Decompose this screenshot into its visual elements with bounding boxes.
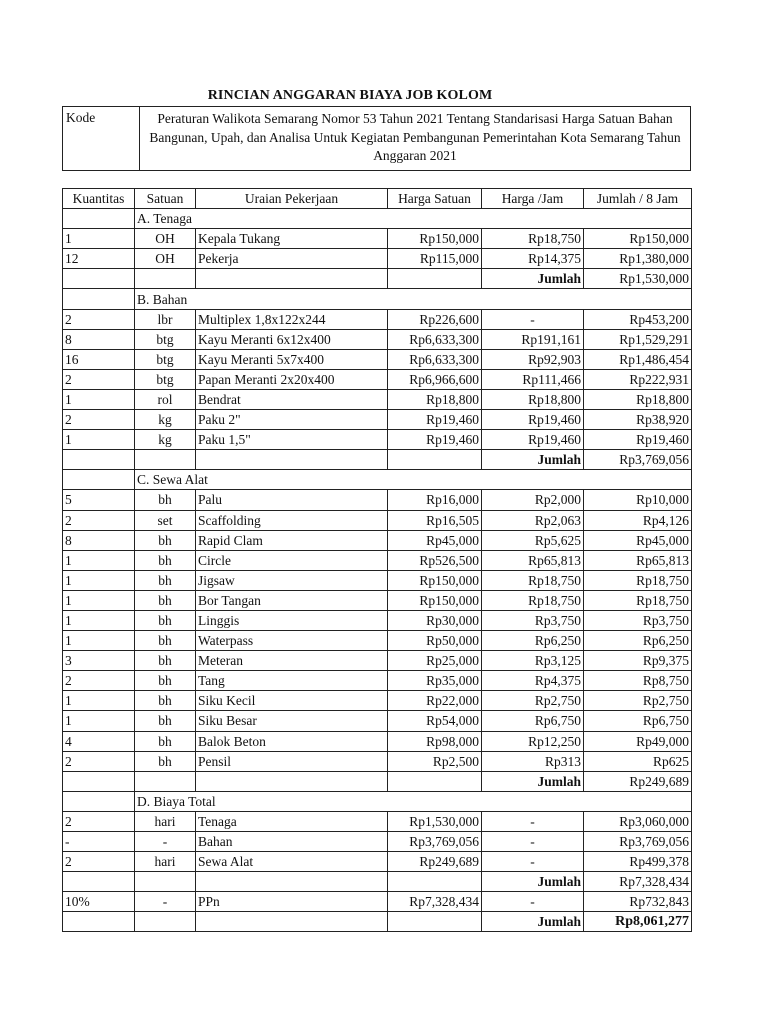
cell-price: Rp150,000 [388,590,482,610]
table-row [63,530,692,550]
section-title: D. Biaya Total [135,791,692,811]
cell-qty: 8 [63,530,135,550]
cell-total: Rp222,931 [584,369,692,389]
cell-hourly: Rp65,813 [482,550,584,570]
cell-empty [135,450,196,470]
cell-total: Rp732,843 [584,892,692,912]
cell-empty [63,209,135,229]
cell-hourly: Rp12,250 [482,731,584,751]
sum-value: Rp249,689 [584,771,692,791]
sum-label: Jumlah [482,269,584,289]
table-row [63,892,692,912]
cell-total: Rp18,800 [584,389,692,409]
cell-unit: bh [135,490,196,510]
cell-hourly: - [482,811,584,831]
cell-hourly: Rp92,903 [482,349,584,369]
cell-price: Rp1,530,000 [388,811,482,831]
table-row [63,510,692,530]
cell-price: Rp226,600 [388,309,482,329]
cell-empty [196,269,388,289]
cell-hourly: Rp19,460 [482,430,584,450]
kode-label: Kode [63,107,140,171]
cell-item: Paku 1,5" [196,430,388,450]
cell-hourly: Rp4,375 [482,671,584,691]
cell-price: Rp19,460 [388,430,482,450]
cell-qty: - [63,832,135,852]
cell-item: Kepala Tukang [196,229,388,249]
sum-value: Rp3,769,056 [584,450,692,470]
cell-unit: bh [135,731,196,751]
cell-total: Rp9,375 [584,651,692,671]
cell-price: Rp7,328,434 [388,892,482,912]
cell-hourly: Rp191,161 [482,329,584,349]
sum-label: Jumlah [482,872,584,892]
table-row [63,852,692,872]
cell-price: Rp18,800 [388,389,482,409]
cell-unit: hari [135,811,196,831]
cell-qty: 1 [63,430,135,450]
cell-price: Rp25,000 [388,651,482,671]
cell-qty: 2 [63,410,135,430]
table-header-row [63,189,692,209]
table-row [63,711,692,731]
table-row [63,349,692,369]
table-row [63,671,692,691]
cell-empty [135,771,196,791]
cell-qty: 2 [63,671,135,691]
sum-label: Jumlah [482,912,584,932]
cell-item: Tang [196,671,388,691]
kode-description: Peraturan Walikota Semarang Nomor 53 Tahun 2021 Tentang Standarisasi Harga Satuan Bahan Bangunan, Upah, dan Analisa Untuk Kegiatan Pembangunan Pemerintahan Kota Semarang Tahun Anggaran 2021 [140,107,691,171]
cell-hourly: Rp18,750 [482,590,584,610]
cell-hourly: - [482,892,584,912]
table-row [63,590,692,610]
table-row [63,490,692,510]
cell-price: Rp50,000 [388,631,482,651]
cell-total: Rp625 [584,751,692,771]
cell-total: Rp19,460 [584,430,692,450]
table-row [63,811,692,831]
cell-total: Rp3,769,056 [584,832,692,852]
cell-unit: set [135,510,196,530]
cell-empty [63,912,135,932]
table-row [63,229,692,249]
budget-table-body [63,189,692,932]
cell-hourly: Rp313 [482,751,584,771]
cell-qty: 2 [63,369,135,389]
table-row [63,389,692,409]
cell-empty [63,470,135,490]
cell-qty: 1 [63,610,135,630]
table-row [63,731,692,751]
cell-unit: bh [135,691,196,711]
cell-empty [63,289,135,309]
cell-price: Rp150,000 [388,229,482,249]
cell-item: Pekerja [196,249,388,269]
cell-item: Kayu Meranti 5x7x400 [196,349,388,369]
cell-empty [196,771,388,791]
cell-price: Rp30,000 [388,610,482,630]
sum-label: Jumlah [482,450,584,470]
cell-hourly: Rp2,000 [482,490,584,510]
section-sum-row [63,269,692,289]
cell-item: Circle [196,550,388,570]
section-title: C. Sewa Alat [135,470,692,490]
header-harga-jam: Harga /Jam [482,189,584,209]
cell-hourly: Rp2,750 [482,691,584,711]
cell-unit: btg [135,349,196,369]
section-title: A. Tenaga [135,209,692,229]
cell-price: Rp6,966,600 [388,369,482,389]
cell-hourly: - [482,309,584,329]
cell-unit: bh [135,711,196,731]
cell-total: Rp65,813 [584,550,692,570]
cell-qty: 1 [63,631,135,651]
cell-empty [135,269,196,289]
table-row [63,369,692,389]
cell-price: Rp6,633,300 [388,329,482,349]
cell-qty: 1 [63,711,135,731]
cell-qty: 1 [63,590,135,610]
cell-price: Rp2,500 [388,751,482,771]
cell-total: Rp49,000 [584,731,692,751]
section-sum-row [63,450,692,470]
cell-qty: 1 [63,229,135,249]
header-jumlah: Jumlah / 8 Jam [584,189,692,209]
cell-empty [388,771,482,791]
cell-qty: 8 [63,329,135,349]
cell-total: Rp150,000 [584,229,692,249]
cell-total: Rp6,750 [584,711,692,731]
cell-item: Sewa Alat [196,852,388,872]
cell-total: Rp38,920 [584,410,692,430]
table-row [63,249,692,269]
kode-box [62,106,691,171]
cell-item: Paku 2" [196,410,388,430]
table-row [63,631,692,651]
cell-price: Rp35,000 [388,671,482,691]
cell-item: Siku Besar [196,711,388,731]
cell-price: Rp16,505 [388,510,482,530]
cell-qty: 2 [63,751,135,771]
cell-qty: 5 [63,490,135,510]
cell-unit: kg [135,430,196,450]
table-row [63,832,692,852]
cell-unit: lbr [135,309,196,329]
cell-empty [388,269,482,289]
cell-qty: 2 [63,811,135,831]
cell-hourly: Rp111,466 [482,369,584,389]
table-row [63,751,692,771]
cell-qty: 1 [63,550,135,570]
cell-hourly: Rp19,460 [482,410,584,430]
cell-total: Rp18,750 [584,570,692,590]
cell-total: Rp10,000 [584,490,692,510]
cell-hourly: Rp18,750 [482,229,584,249]
cell-item: Waterpass [196,631,388,651]
cell-empty [63,791,135,811]
cell-qty: 1 [63,570,135,590]
document-title: RINCIAN ANGGARAN BIAYA JOB KOLOM [207,88,493,103]
cell-total: Rp453,200 [584,309,692,329]
cell-item: Pensil [196,751,388,771]
grand-total-row [63,912,692,932]
cell-item: Scaffolding [196,510,388,530]
cell-price: Rp19,460 [388,410,482,430]
table-row [63,430,692,450]
cell-price: Rp22,000 [388,691,482,711]
cell-total: Rp2,750 [584,691,692,711]
section-row [63,791,692,811]
section-row [63,209,692,229]
cell-empty [196,912,388,932]
cell-unit: bh [135,590,196,610]
cell-total: Rp1,529,291 [584,329,692,349]
cell-unit: bh [135,550,196,570]
section-sum-row [63,771,692,791]
cell-hourly: Rp6,250 [482,631,584,651]
cell-item: Papan Meranti 2x20x400 [196,369,388,389]
cell-item: Linggis [196,610,388,630]
cell-empty [63,269,135,289]
cell-unit: btg [135,329,196,349]
cell-item: Tenaga [196,811,388,831]
cell-price: Rp115,000 [388,249,482,269]
cell-price: Rp16,000 [388,490,482,510]
cell-price: Rp45,000 [388,530,482,550]
cell-qty: 2 [63,852,135,872]
cell-hourly: Rp18,800 [482,389,584,409]
table-row [63,651,692,671]
budget-table [62,188,692,932]
cell-item: Rapid Clam [196,530,388,550]
cell-item: Meteran [196,651,388,671]
cell-unit: bh [135,631,196,651]
cell-empty [135,912,196,932]
cell-unit: bh [135,570,196,590]
cell-hourly: Rp3,750 [482,610,584,630]
cell-unit: bh [135,751,196,771]
cell-empty [388,450,482,470]
cell-unit: bh [135,651,196,671]
sum-label: Jumlah [482,771,584,791]
cell-total: Rp3,060,000 [584,811,692,831]
table-row [63,309,692,329]
cell-unit: OH [135,249,196,269]
cell-qty: 2 [63,510,135,530]
cell-total: Rp8,750 [584,671,692,691]
section-row [63,470,692,490]
cell-item: Bor Tangan [196,590,388,610]
sum-value: Rp8,061,277 [584,912,692,932]
cell-empty [63,771,135,791]
cell-qty: 1 [63,389,135,409]
cell-price: Rp3,769,056 [388,832,482,852]
table-row [63,570,692,590]
cell-item: Bendrat [196,389,388,409]
cell-unit: btg [135,369,196,389]
cell-unit: bh [135,530,196,550]
cell-item: Siku Kecil [196,691,388,711]
cell-unit: hari [135,852,196,872]
cell-total: Rp499,378 [584,852,692,872]
cell-empty [388,912,482,932]
section-row [63,289,692,309]
cell-hourly: - [482,832,584,852]
section-title: B. Bahan [135,289,692,309]
cell-item: Multiplex 1,8x122x244 [196,309,388,329]
cell-empty [135,872,196,892]
cell-qty: 4 [63,731,135,751]
cell-hourly: - [482,852,584,872]
cell-total: Rp4,126 [584,510,692,530]
cell-total: Rp45,000 [584,530,692,550]
table-row [63,550,692,570]
header-harga-satuan: Harga Satuan [388,189,482,209]
cell-price: Rp249,689 [388,852,482,872]
cell-unit: - [135,892,196,912]
table-row [63,329,692,349]
sum-value: Rp7,328,434 [584,872,692,892]
cell-unit: rol [135,389,196,409]
cell-qty: 12 [63,249,135,269]
cell-total: Rp3,750 [584,610,692,630]
cell-hourly: Rp6,750 [482,711,584,731]
cell-unit: OH [135,229,196,249]
cell-empty [63,872,135,892]
cell-qty: 10% [63,892,135,912]
cell-total: Rp1,380,000 [584,249,692,269]
cell-item: Kayu Meranti 6x12x400 [196,329,388,349]
cell-unit: kg [135,410,196,430]
cell-price: Rp150,000 [388,570,482,590]
table-row [63,691,692,711]
cell-price: Rp6,633,300 [388,349,482,369]
table-row [63,410,692,430]
header-uraian: Uraian Pekerjaan [196,189,388,209]
cell-qty: 3 [63,651,135,671]
section-sum-row [63,872,692,892]
cell-item: Palu [196,490,388,510]
cell-qty: 2 [63,309,135,329]
cell-unit: bh [135,671,196,691]
cell-item: Jigsaw [196,570,388,590]
cell-price: Rp98,000 [388,731,482,751]
cell-price: Rp526,500 [388,550,482,570]
cell-hourly: Rp5,625 [482,530,584,550]
cell-unit: - [135,832,196,852]
cell-empty [388,872,482,892]
cell-item: Bahan [196,832,388,852]
cell-total: Rp6,250 [584,631,692,651]
cell-item: PPn [196,892,388,912]
cell-item: Balok Beton [196,731,388,751]
cell-qty: 1 [63,691,135,711]
cell-empty [196,872,388,892]
cell-hourly: Rp14,375 [482,249,584,269]
sum-value: Rp1,530,000 [584,269,692,289]
cell-hourly: Rp18,750 [482,570,584,590]
cell-total: Rp1,486,454 [584,349,692,369]
cell-hourly: Rp2,063 [482,510,584,530]
header-kuantitas: Kuantitas [63,189,135,209]
cell-empty [196,450,388,470]
cell-qty: 16 [63,349,135,369]
cell-unit: bh [135,610,196,630]
cell-empty [63,450,135,470]
table-row [63,610,692,630]
cell-hourly: Rp3,125 [482,651,584,671]
header-satuan: Satuan [135,189,196,209]
cell-total: Rp18,750 [584,590,692,610]
cell-price: Rp54,000 [388,711,482,731]
